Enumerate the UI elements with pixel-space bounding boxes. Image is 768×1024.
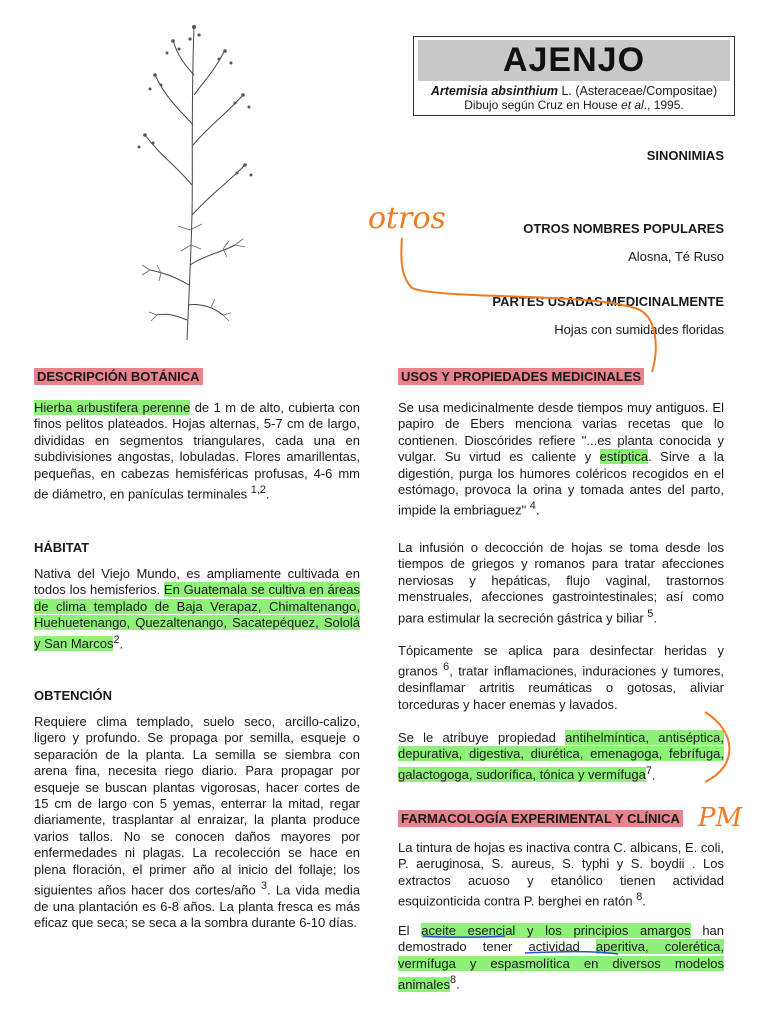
descripcion-body: de 1 m de alto, cubierta con finos pelitos plateados. Hojas alternas, 5-7 cm de largo, divididas en segmentos triangulares, cada una en subdivisiones angostas, lobuladas. Flores amarillentas, pequeñas, en cabezas hemisféricas profusas, 4-6 mm de diámetro, en panículas terminales [34, 400, 360, 502]
otros-nombres-heading: OTROS NOMBRES POPULARES [523, 221, 724, 236]
farma-p2-mid: han demostrado tener actividad [398, 923, 725, 955]
obtencion-text [34, 714, 360, 932]
habitat-text: Nativa del Viejo Mundo, es ampliamente cultivada en todos los hemisferios. En Guatemala se cultiva en áreas de clima templado de Baja Verapaz, Chimaltenango, Huehuetenango, Quezaltenango, Sacatepéquez, Sololá y San Marcos$^2$. [34, 566, 360, 651]
usos-p1-ref: 4 [529, 500, 536, 513]
credit-etal: et al [621, 98, 644, 112]
illustration-credit [414, 98, 734, 112]
usos-p3-start: Tópicamente se aplica para desinfectar heridas y granos [398, 643, 724, 679]
descripcion-heading-text: DESCRIPCIÓN BOTÁNICA [34, 368, 203, 385]
credit-text: Dibujo según Cruz en House [464, 98, 622, 112]
usos-p3-ref: 6 [443, 661, 450, 674]
farma-p2-highlight-2: aperitiva, colerética, vermífuga y espasmolítica en diversos modelos animales [398, 939, 724, 992]
annotation-pm: PM [698, 803, 743, 833]
farma-p1-ref: 8 [636, 891, 643, 904]
habitat-highlight: En Guatemala se cultiva en áreas de clima templado de Baja Verapaz, Chimaltenango, Huehuetenango, Quezaltenango, Sacatepéquez, Sololá y San Marcos [34, 582, 360, 651]
usos-paragraph-4: Se le atribuye propiedad antihelmíntica, antiséptica, depurativa, digestiva, diurética, emenagoga, febrífuga, galactogoga, sudorífica, tónica y vermífuga$^7$. [398, 730, 725, 783]
usos-p1-end: . Sirve a la digestión, purga los humores coléricos recogidos en el estómago, provoca la orina y tomada antes del parto, impide la embriaguez" [398, 449, 724, 518]
usos-paragraph-3 [398, 643, 724, 713]
sinonimias-heading: SINONIMIAS [646, 148, 724, 163]
usos-p3-end: , tratar inflamaciones, induraciones y tumores, desinflamar artritis reumáticas o gotosas, aliviar torceduras y hacer enemas y lavados. [398, 663, 724, 712]
farma-p1-body: La tintura de hojas es inactiva contra C. albicans, E. coli, P. aeruginosa, S. aureus, S. typhi y S. boydii . Los extractos acuoso y etanólico tienen actividad esquizonticida contra P. berghei en ratón [398, 840, 724, 909]
usos-paragraph-2: La infusión o decocción de hojas se toma desde los tiempos de griegos y romanos para tratar afecciones nerviosas y hepáticas, flujo vaginal, trastornos menstruales, afecciones gastrointestinales; así como para estimular la secreción gástrica y biliar $^5$. [398, 540, 724, 625]
obtencion-ref: 3 [261, 880, 268, 893]
credit-end: ., 1995. [643, 98, 684, 112]
usos-p2-body: La infusión o decocción de hojas se toma desde los tiempos de griegos y romanos para tratar afecciones nerviosas y hepáticas, flujo vaginal, trastornos menstruales, afecciones gastrointestinales; así como para estimular la secreción gástrica y biliar [398, 540, 724, 625]
otros-nombres-value: Alosna, Té Ruso [628, 249, 724, 264]
usos-p1-highlight: estíptica [599, 449, 649, 465]
partes-usadas-value: Hojas con sumidades floridas [554, 322, 724, 337]
descripcion-botanica-heading [34, 369, 203, 384]
title-box [413, 36, 735, 116]
usos-p2-ref: 5 [647, 607, 654, 620]
farmacologia-heading-text: FARMACOLOGÍA EXPERIMENTAL Y CLÍNICA [398, 810, 683, 827]
usos-p1-start: Se usa medicinalmente desde tiempos muy antiguos. El papiro de Ebers menciona varias recetas que lo contienen. Dioscórides refiere "...es planta conocida y vulgar. Su virtud es caliente y [398, 400, 724, 465]
habitat-ref: 2 [113, 633, 120, 646]
scientific-family: L. (Asteraceae/Compositae) [558, 84, 718, 98]
annotation-otros: otros [368, 201, 446, 236]
scientific-name: Artemisia absinthium [430, 84, 558, 98]
farmacologia-paragraph-1: La tintura de hojas es inactiva contra C. albicans, E. coli, P. aeruginosa, S. aureus, S. typhi y S. boydii . Los extractos acuoso y etanólico tienen actividad esquizonticida contra P. berghei en ratón $^8$. [398, 840, 724, 909]
partes-usadas-heading: PARTES USADAS MEDICINALMENTE [492, 294, 724, 309]
farmacologia-heading [398, 811, 683, 826]
usos-propiedades-heading [398, 369, 644, 384]
usos-heading-text: USOS Y PROPIEDADES MEDICINALES [398, 368, 644, 385]
scientific-name-line [414, 84, 734, 98]
farma-p2-highlight-1: aceite esencial y los principios amargos [421, 923, 691, 938]
usos-p4-start: Se le atribuye propiedad [398, 730, 566, 745]
farmacologia-paragraph-2: El aceite esencial y los principios amargos han demostrado tener actividad aperitiva, colerética, vermífuga y espasmolítica en diversos modelos animales$^8$. [398, 923, 725, 992]
title-bar [418, 40, 730, 81]
farma-p2-start: El [398, 923, 422, 938]
obtencion-heading: OBTENCIÓN [34, 688, 112, 703]
usos-p4-highlight: antihelmíntica, antiséptica, depurativa, digestiva, diurética, emenagoga, febrífuga, galactogoga, sudorífica, tónica y vermífuga [398, 730, 725, 783]
page-title: AJENJO [502, 41, 646, 79]
descripcion-botanica-text: Hierba arbustifera perenne de 1 m de alto, cubierta con finos pelitos plateados. Hojas alternas, 5-7 cm de largo, divididas en segmentos triangulares, cada una en subdivisiones angostas, lobuladas. Flores amarillentas, pequeñas, en cabezas hemisféricas profusas, 4-6 mm de diámetro, en panículas terminales $^{1,2}$. [34, 400, 360, 502]
usos-paragraph-1: Se usa medicinalmente desde tiempos muy antiguos. El papiro de Ebers menciona varias recetas que lo contienen. Dioscórides refiere "...es planta conocida y vulgar. Su virtud es caliente y estíptica. Sirve a la digestión, purga los humores coléricos recogidos en el estómago, provoca la orina y tomada antes del parto, impide la embriaguez" $^4$. [398, 400, 724, 518]
obtencion-body: Requiere clima templado, suelo seco, arcillo-calizo, ligero y profundo. Se propaga por semilla, esqueje o separación de la planta. La semilla se siembra con arena fina, necesita riego diario. Para propagar por esqueje se buscan plantas vigorosas, hacer cortes de 15 cm de largo con 5 yemas, enterrar la mitad, regar diariamente, trasplantar al enraizar, la planta produce varios tallos. No se conocen daños mayores por enfermedades ni plagas. La recolección se hace en plena floración, el primer año al inicio del follaje; los siguientes años hacer dos cortes/año [34, 714, 360, 898]
habitat-body: Nativa del Viejo Mundo, es ampliamente cultivada en todos los hemisferios. [34, 566, 360, 598]
descripcion-ref: 1,2 [250, 484, 266, 497]
obtencion-body-2: . La vida media de una plantación es 6-8 años. La planta fresca es más eficaz que seca; se seca a la sombra durante 6-10 días. [34, 882, 361, 931]
usos-p4-ref: 7 [645, 764, 652, 777]
descripcion-highlight: Hierba arbustifera perenne [34, 400, 191, 415]
farma-p2-ref: 8 [450, 974, 457, 987]
habitat-heading: HÁBITAT [34, 540, 90, 555]
plant-illustration [95, 15, 285, 345]
